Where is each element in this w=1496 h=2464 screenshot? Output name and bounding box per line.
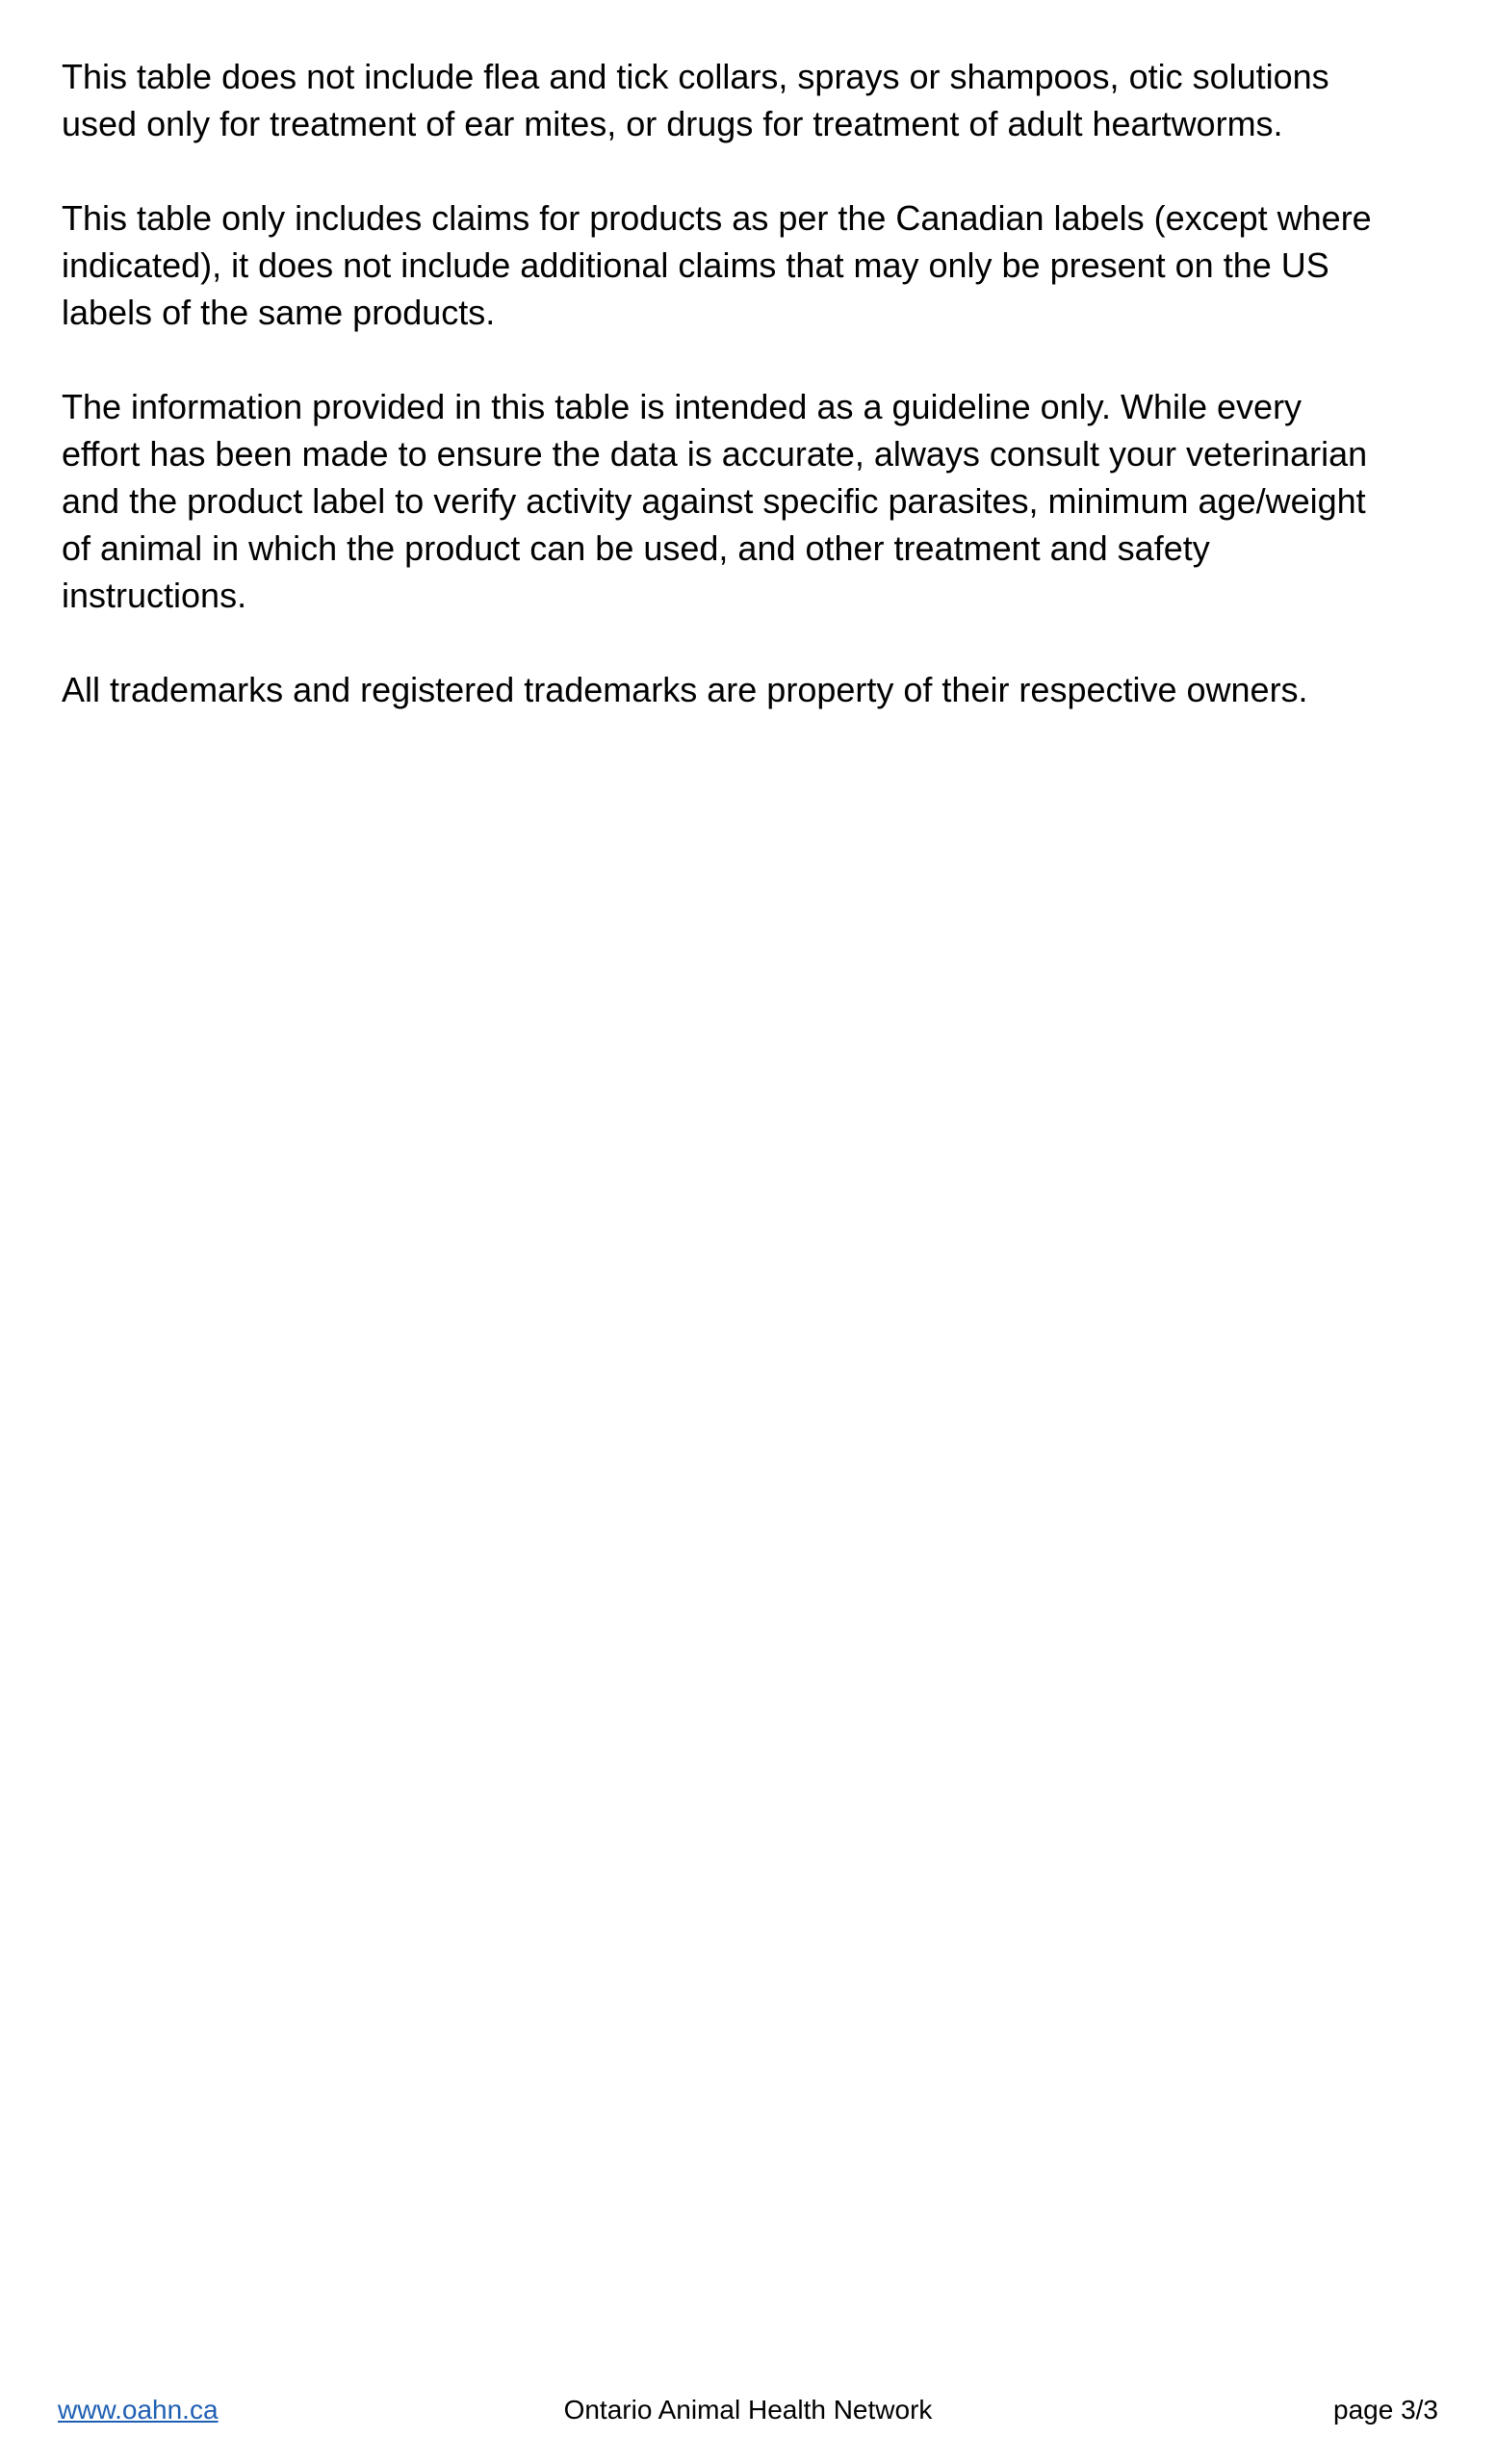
paragraph-line: effort has been made to ensure the data is accurate, always consult your veterinarian — [62, 434, 1368, 474]
website-link[interactable]: www.oahn.ca — [58, 2395, 219, 2425]
paragraph-trademarks — [62, 666, 1448, 713]
paragraph-line: labels of the same products. — [62, 293, 496, 332]
paragraph-line: and the product label to verify activity against specific parasites, minimum age/weight — [62, 481, 1366, 521]
paragraph-line: This table does not include flea and tick collars, sprays or shampoos, otic solutions — [62, 57, 1329, 96]
page-number: page 3/3 — [1333, 2395, 1438, 2425]
paragraph-label-claims — [62, 194, 1448, 336]
paragraph-line: The information provided in this table is intended as a guideline only. While every — [62, 387, 1303, 426]
paragraph-line: instructions. — [62, 576, 247, 615]
paragraph-line: of animal in which the product can be used, and other treatment and safety — [62, 528, 1210, 568]
paragraph-guideline-disclaimer — [62, 383, 1448, 619]
paragraph-line: used only for treatment of ear mites, or drugs for treatment of adult heartworms. — [62, 104, 1283, 143]
paragraph-line: indicated), it does not include additional claims that may only be present on the US — [62, 245, 1329, 285]
document-body — [62, 53, 1448, 760]
paragraph-line: All trademarks and registered trademarks are property of their respective owners. — [62, 670, 1308, 709]
paragraph-line: This table only includes claims for products as per the Canadian labels (except where — [62, 198, 1372, 238]
paragraph-exclusions — [62, 53, 1448, 147]
page-footer — [58, 2391, 1438, 2429]
organization-name: Ontario Animal Health Network — [563, 2395, 933, 2425]
